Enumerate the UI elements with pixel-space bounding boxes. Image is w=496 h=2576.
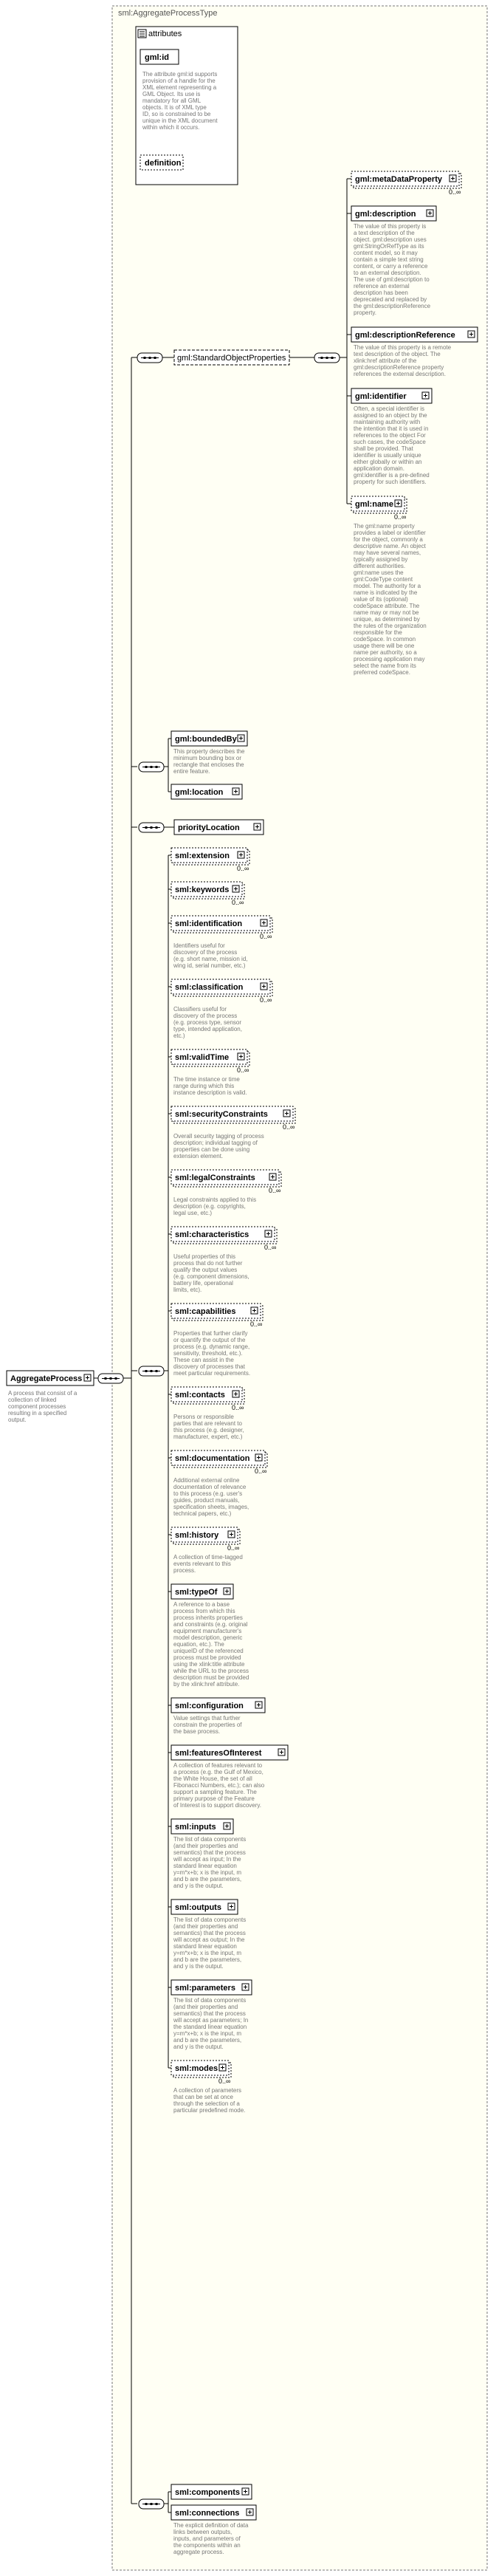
doc-line: object. gml:description uses [354,236,427,243]
doc-line: type, intended application, [173,1026,242,1032]
doc-line: unique, as determined by [354,616,420,623]
sequence-icon [314,353,340,363]
element-label: sml:typeOf [175,1588,218,1597]
element-description[interactable] [351,206,436,221]
expand-icon[interactable] [255,1454,262,1461]
doc-line: resulting in a specified [8,1410,67,1417]
expand-icon[interactable] [242,1984,249,1990]
doc-line: such cases, the codeSpace [354,439,426,445]
type-label: sml:AggregateProcessType [118,9,218,18]
doc-line: process (e.g. dynamic range, [173,1343,250,1350]
expand-icon[interactable] [269,1174,276,1180]
expand-icon[interactable] [278,1749,285,1755]
element-label: sml:parameters [175,1984,235,1993]
doc-line: entire feature. [173,768,210,775]
element-label: sml:modes [175,2064,218,2073]
doc-line: gml:CodeType content [354,576,413,583]
doc-line: contain a simple text string [354,256,424,263]
doc-line: The value of this property is [354,223,427,230]
doc-line: description must be provided [173,1674,249,1681]
expand-icon[interactable] [247,2509,253,2515]
root-label: AggregateProcess [10,1374,83,1383]
doc-line: minimum bounding box or [173,755,242,761]
element-label: gml:boundedBy [175,735,237,744]
expand-icon[interactable] [422,392,429,399]
doc-line: shall be provided. That [354,445,413,452]
doc-line: unique in the XML document [142,117,218,124]
doc-line: property. [354,309,376,316]
doc-line: mandatory for all GML [142,97,202,104]
doc-line: either globally or within an [354,459,422,465]
doc-line: gml:identifier is a pre-defined [354,472,430,479]
element-descriptionreference[interactable] [351,327,478,342]
doc-line: The list of data components [173,1836,247,1843]
doc-line: Useful properties of this [173,1253,236,1260]
doc-line: wing id, serial number, etc.) [173,962,246,969]
expand-icon[interactable] [228,1903,235,1910]
doc-line: equipment manufacturer's [173,1628,242,1634]
expand-icon[interactable] [395,500,402,507]
doc-line: aggregate process. [173,2549,224,2555]
expand-icon[interactable] [261,919,267,926]
doc-line: usage there will be one [354,643,415,649]
doc-line: The attribute gml:id supports [142,71,218,78]
doc-line: application domain. [354,465,404,472]
doc-line: battery life, operational [173,1280,233,1287]
element-doc [173,1997,248,2050]
doc-line: (and their properties and [173,1843,238,1849]
expand-icon[interactable] [232,1391,239,1397]
element-prioritylocation[interactable] [174,820,264,835]
doc-line: properties can be done using [173,1146,250,1153]
element-connections[interactable] [171,2505,256,2520]
doc-line: gml:StringOrRefType as its [354,243,424,250]
doc-line: and constraints (e.g. original [173,1621,248,1628]
doc-line: The time instance or time [173,1076,240,1083]
expand-icon[interactable] [261,983,267,990]
doc-line: sensitivity, threshold, etc.). [173,1350,243,1357]
doc-line: y=m*x+b; x is the input, m [173,1869,242,1876]
doc-line: name may or may not be [354,609,419,616]
doc-line: the gml:descriptionReference [354,303,431,309]
doc-line: (e.g. component dimensions, [173,1273,249,1280]
element-label: gml:location [175,788,224,797]
doc-line: particular predefined mode. [173,2107,246,2114]
doc-line: the standard linear equation [173,2024,247,2030]
doc-line: using the xlink:title attribute [173,1661,245,1668]
doc-line: the base process. [173,1728,221,1735]
doc-line: process inherits properties [173,1614,243,1621]
doc-line: codeSpace attribute. The [354,603,420,609]
doc-line: gml:descriptionReference property [354,364,444,371]
doc-line: references the external description. [354,371,446,377]
element-label: priorityLocation [178,823,240,832]
doc-line: The list of data components [173,1916,247,1923]
element-label: sml:securityConstraints [175,1110,268,1119]
cardinality: 0..∞ [227,1544,240,1552]
element-label: sml:components [175,2488,241,2497]
sequence-icon [98,1374,123,1383]
expand-icon[interactable] [468,331,475,338]
sequence-icon [139,823,164,832]
doc-line: etc.) [173,1032,185,1039]
doc-line: Often, a special identifier is [354,405,425,412]
element-identifier[interactable] [351,388,432,403]
element-featuresofinterest[interactable] [171,1745,288,1760]
expand-icon[interactable] [427,210,433,216]
attributes-icon [138,30,146,38]
doc-line: to this process (e.g. user's [173,1490,243,1497]
doc-line: GML Object. Its use is [142,91,201,97]
doc-line: Legal constraints applied to this [173,1196,257,1203]
doc-line: and b are the parameters, [173,2037,242,2044]
doc-line: meet particular requirements. [173,1370,251,1377]
expand-icon[interactable] [219,2064,226,2071]
doc-line: A collection of features relevant to [173,1762,263,1769]
element-label: sml:characteristics [175,1230,249,1239]
doc-line: Classifiers useful for [173,1006,227,1013]
element-location[interactable] [171,784,242,799]
doc-line: provision of a handle for the [142,78,216,84]
doc-line: a process (e.g. the Gulf of Mexico, [173,1769,264,1775]
element-label: sml:featuresOfInterest [175,1749,262,1758]
doc-line: the White House, the set of all [173,1775,252,1782]
element-identification[interactable] [171,916,272,933]
element-securityconstraints[interactable] [171,1106,295,1123]
element-doc [173,1916,246,1970]
doc-line: (e.g. short name, mission id, [173,956,248,962]
expand-icon[interactable] [224,1588,230,1594]
doc-line: preferred codeSpace. [354,669,410,676]
element-label: sml:history [175,1531,219,1540]
doc-line: legal use, etc.) [173,1210,213,1216]
doc-line: may have several names, [354,549,421,556]
element-classification[interactable] [171,979,272,996]
doc-line: instance description is valid. [173,1089,247,1096]
element-label: sml:outputs [175,1903,221,1912]
cardinality: 0..∞ [264,1244,277,1251]
doc-line: process from which this [173,1608,235,1614]
expand-icon[interactable] [84,1374,91,1381]
doc-line: A process that consist of a [8,1390,78,1397]
doc-line: identifier is usually unique [354,452,421,459]
doc-line: collection of linked [8,1397,57,1403]
doc-line: select the name from its [354,662,416,669]
doc-line: manufacturer, expert, etc.) [173,1433,243,1440]
doc-line: references to the object For [354,432,426,439]
doc-line: process that do not further [173,1260,243,1267]
doc-line: semantics) that the process [173,1930,246,1936]
doc-line: model. The authority for a [354,583,421,589]
doc-line: A reference to a base [173,1601,230,1608]
doc-line: These can assist in the [173,1357,234,1363]
doc-line: objects. It is of XML type [142,104,207,111]
doc-line: constrain the properties of [173,1722,242,1728]
group-label: gml:StandardObjectProperties [177,354,286,363]
element-label: sml:capabilities [175,1307,236,1316]
doc-line: xlink:href attribute of the [354,357,417,364]
doc-line: y=m*x+b; x is the input, m [173,2030,242,2037]
element-label: sml:identification [175,919,243,928]
element-label: sml:validTime [175,1053,230,1062]
doc-line: This property describes the [173,748,245,755]
doc-line: The use of gml:description to [354,276,430,283]
element-parameters[interactable] [171,1980,252,1995]
element-label: sml:legalConstraints [175,1174,255,1182]
element-label: gml:descriptionReference [355,331,455,340]
attributes-title: attributes [148,30,182,38]
doc-line: XML element representing a [142,84,217,91]
doc-line: through the selection of a [173,2100,240,2107]
doc-line: reference an external [354,283,410,290]
cardinality: 0..∞ [232,1404,244,1411]
doc-line: The list of data components [173,1997,247,2004]
doc-line: discovery of the process [173,949,238,956]
doc-line: (e.g. process type, sensor [173,1019,242,1026]
cardinality: 0..∞ [283,1123,295,1131]
doc-line: specification sheets, images, [173,1504,249,1510]
doc-line: The value of this property is a remote [354,344,452,351]
doc-line: standard linear equation [173,1943,237,1950]
doc-line: process must be provided [173,1654,241,1661]
doc-line: the rules of the organization [354,623,427,629]
doc-line: model description, generic [173,1634,243,1641]
doc-line: A collection of time-tagged [173,1554,243,1561]
doc-line: Persons or responsible [173,1414,234,1420]
doc-line: responsible for the [354,629,402,636]
doc-line: this process (e.g. designer, [173,1427,244,1433]
doc-line: inputs, and parameters of [173,2535,241,2542]
doc-line: discovery of processes that [173,1363,245,1370]
doc-line: links between outputs, [173,2529,232,2535]
doc-line: and b are the parameters, [173,1876,242,1883]
doc-line: name per authority, so a [354,649,417,656]
doc-line: documentation of relevance [173,1484,247,1490]
doc-line: qualify the output values [173,1267,238,1273]
doc-line: different authorities. [354,563,406,569]
doc-line: or quantify the output of the [173,1337,246,1343]
expand-icon[interactable] [224,1823,230,1829]
element-doc [173,1330,250,1377]
doc-line: extension element. [173,1153,224,1159]
doc-line: while the URL to the process [173,1668,249,1674]
doc-line: will accept as parameters; In [173,2017,249,2024]
doc-line: that can be set at once [173,2094,233,2100]
doc-line: value of its (optional) [354,596,408,603]
doc-line: Identifiers useful for [173,942,225,949]
element-label: sml:contacts [175,1391,225,1400]
doc-line: by the xlink:href attribute. [173,1681,240,1688]
definition-label: definition [145,159,182,168]
doc-line: gml:name uses the [354,569,404,576]
element-label: gml:identifier [355,392,407,401]
doc-line: will accept as input; In the [173,1856,241,1863]
sequence-icon [139,762,164,772]
doc-line: and y is the output. [173,1963,224,1970]
element-label: sml:extension [175,852,230,860]
cardinality: 0..∞ [255,1467,267,1475]
doc-line: within which it occurs. [142,124,200,131]
doc-line: to an external description. [354,270,421,276]
doc-line: the components within an [173,2542,241,2549]
doc-line: primary purpose of the Feature [173,1795,255,1802]
doc-line: ID, so is constrained to be [142,111,211,117]
doc-line: support a sampling feature. The [173,1789,257,1795]
element-doc [173,2087,245,2114]
doc-line: Properties that further clarify [173,1330,248,1337]
element-label: sml:connections [175,2509,240,2518]
doc-line: y=m*x+b; x is the input, m [173,1950,242,1956]
doc-line: (and their properties and [173,1923,238,1930]
doc-line: equation, etc.). The [173,1641,224,1648]
cardinality: 0..∞ [449,188,461,196]
expand-icon[interactable] [238,852,244,858]
expand-icon[interactable] [238,1053,244,1060]
doc-line: process. [173,1567,196,1574]
doc-line: standard linear equation [173,1863,237,1869]
doc-line: for the object, commonly a [354,536,423,543]
doc-line: parties that are relevant to [173,1420,242,1427]
doc-line: Value settings that further [173,1715,241,1722]
element-legalconstraints[interactable] [171,1170,281,1187]
element-label: sml:documentation [175,1454,250,1463]
doc-line: rectangle that encloses the [173,761,244,768]
doc-line: deprecated and replaced by [354,296,427,303]
element-boundedby[interactable] [171,731,247,746]
expand-icon[interactable] [265,1230,272,1237]
element-label: sml:inputs [175,1823,216,1832]
doc-line: semantics) that the process [173,2010,246,2017]
expand-icon[interactable] [242,2488,249,2495]
doc-line: and b are the parameters, [173,1956,242,1963]
doc-line: descriptive name. An object [354,543,426,549]
expand-icon[interactable] [255,1702,262,1708]
element-capabilities[interactable] [171,1304,263,1320]
cardinality: 0..∞ [260,996,272,1004]
element-label: sml:configuration [175,1702,244,1710]
doc-line: and y is the output. [173,1883,224,1889]
doc-line: component processes [8,1403,66,1410]
cardinality: 0..∞ [394,513,407,521]
cardinality: 0..∞ [237,865,249,872]
expand-icon[interactable] [254,823,261,830]
root-element[interactable] [7,1371,94,1385]
doc-line: output. [8,1417,27,1423]
doc-line: The explicit definition of data [173,2522,249,2529]
doc-line: discovery of the process [173,1013,238,1019]
doc-line: name is indicated by the [354,589,418,596]
group-standard-object-properties[interactable] [174,350,289,365]
expand-icon[interactable] [450,175,456,182]
doc-line: semantics) that the process [173,1849,246,1856]
cardinality: 0..∞ [218,2077,231,2085]
element-documentation[interactable] [171,1450,267,1467]
doc-line: events relevant to this [173,1561,231,1567]
element-label: sml:keywords [175,886,230,894]
sequence-icon [139,1366,164,1376]
doc-line: description; individual tagging of [173,1140,258,1146]
expand-icon[interactable] [232,788,239,795]
expand-icon[interactable] [228,1531,235,1538]
element-label: gml:description [355,210,416,219]
cardinality: 0..∞ [250,1320,263,1328]
element-doc [354,223,431,316]
element-label: gml:name [355,500,393,509]
doc-line: provides a label or identifier [354,530,426,536]
root-doc [8,1390,78,1423]
sequence-icon [139,2499,164,2509]
doc-line: content model, so it may [354,250,418,256]
doc-line: will accept as output; In the [173,1936,245,1943]
element-doc [173,1762,265,1809]
cardinality: 0..∞ [269,1187,281,1194]
cardinality: 0..∞ [232,899,244,906]
doc-line: description (e.g. copyrights, [173,1203,246,1210]
doc-line: typically assigned by [354,556,408,563]
doc-line: Overall security tagging of process [173,1133,264,1140]
sequence-icon [137,353,162,363]
doc-line: processing application may [354,656,425,662]
doc-line: range during which this [173,1083,235,1089]
doc-line: technical papers, etc.) [173,1510,232,1517]
doc-line: Additional external online [173,1477,240,1484]
doc-line: assigned to an object by the [354,412,427,419]
doc-line: A collection of parameters [173,2087,242,2094]
doc-line: Fibonacci Numbers, etc.); can also [173,1782,265,1789]
element-label: gml:metaDataProperty [355,175,442,184]
cardinality: 0..∞ [260,933,272,940]
element-components[interactable] [171,2484,252,2499]
doc-line: guides, product manuals, [173,1497,240,1504]
element-metadataproperty[interactable] [351,171,461,188]
expand-icon[interactable] [232,886,239,892]
element-label: sml:classification [175,983,244,992]
doc-line: uniqueID of the referenced [173,1648,244,1654]
doc-line: content, or carry a reference [354,263,428,270]
doc-line: codeSpace. In common [354,636,416,643]
expand-icon[interactable] [283,1110,290,1117]
expand-icon[interactable] [251,1307,258,1314]
doc-line: the intention that it is used in [354,425,429,432]
gml-id-label: gml:id [145,53,169,62]
doc-line: The gml:name property [354,523,415,530]
doc-line: (and their properties and [173,2004,238,2010]
doc-line: property for such identifiers. [354,479,427,485]
element-doc [173,1414,244,1440]
expand-icon[interactable] [238,735,244,741]
doc-line: description has been [354,290,408,296]
doc-line: and y is the output. [173,2044,224,2050]
element-configuration[interactable] [171,1698,265,1713]
doc-line: maintaining authority with [354,419,421,425]
doc-line: of Interest is to support discovery. [173,1802,262,1809]
doc-line: limits, etc). [173,1287,202,1293]
element-doc [173,1836,246,1889]
element-characteristics[interactable] [171,1227,277,1244]
cardinality: 0..∞ [237,1066,249,1074]
doc-line: a text description of the [354,230,415,236]
doc-line: text description of the object. The [354,351,441,357]
